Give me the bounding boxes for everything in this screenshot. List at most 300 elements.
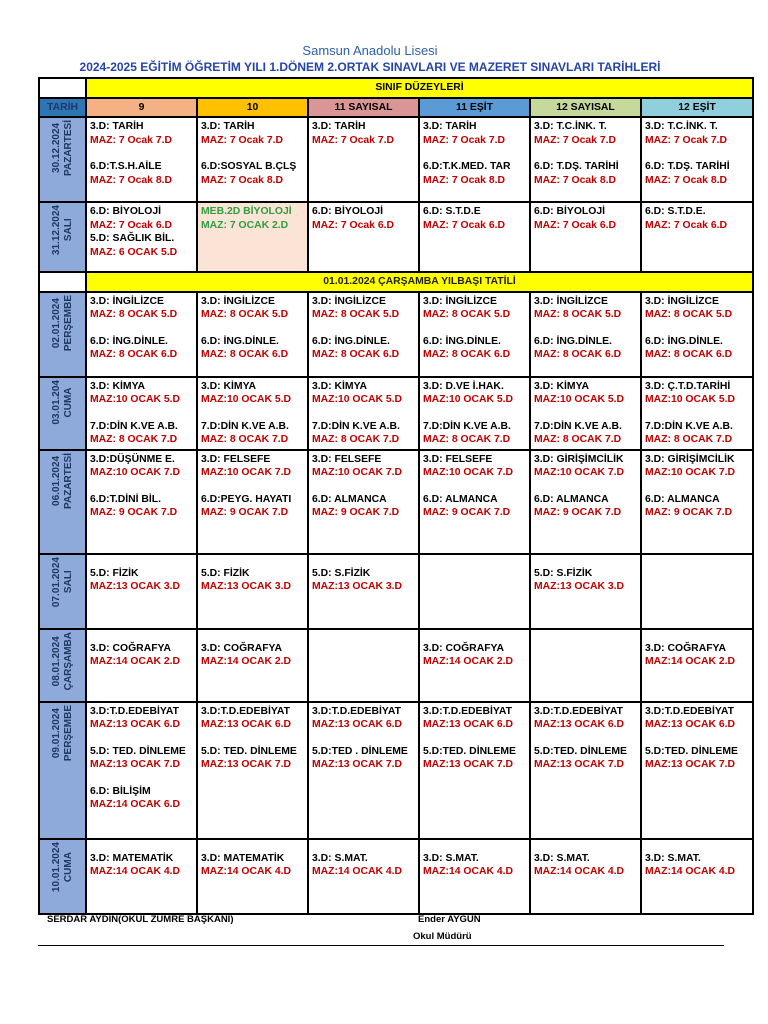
makeup-exam-text: MAZ: 7 Ocak 7.D (645, 134, 727, 146)
exam-subject-text: 3.D: FELSEFE (312, 453, 382, 465)
exam-subject-text: 3.D:T.D.EDEBİYAT (201, 705, 290, 717)
line-gap (534, 407, 637, 420)
exam-subject-text: 6.D: T.DŞ. TARİHİ (645, 161, 730, 172)
makeup-exam-text: MAZ:14 OCAK 4.D (534, 866, 625, 877)
day-text: CUMA (62, 851, 74, 882)
exam-subject-text: 3.D: TARİH (423, 121, 477, 132)
exam-day-row (39, 702, 753, 839)
exam-cell (419, 702, 530, 839)
exam-cell (308, 117, 419, 202)
exam-cell (86, 629, 197, 702)
line-gap (534, 322, 637, 335)
line-gap (201, 147, 304, 160)
exam-cell (641, 702, 753, 839)
date-text: 02.01.2024 (50, 297, 62, 348)
grade-header-5: 12 EŞİT (641, 98, 753, 118)
day-text: SALI (62, 570, 74, 593)
exam-day-row (39, 554, 753, 629)
line-gap (312, 732, 415, 745)
makeup-exam-text: MAZ: 7 Ocak 8.D (645, 174, 727, 186)
makeup-exam-text: MAZ: 7 Ocak 7.D (90, 134, 172, 146)
exam-subject-text: 3.D: T.C.İNK. T. (645, 121, 718, 132)
makeup-exam-text: MAZ: 8 OCAK 7.D (90, 434, 178, 445)
exam-cell (308, 377, 419, 450)
exam-cell (419, 839, 530, 914)
exam-subject-text: 3.D: S.MAT. (645, 852, 701, 864)
exam-subject-text: 3.D: İNGİLİZCE (201, 295, 275, 307)
exam-subject-text: 6.D: İNG.DİNLE. (201, 335, 279, 347)
makeup-exam-text: MAZ: 8 OCAK 6.D (423, 349, 511, 360)
exam-day-row (39, 202, 753, 272)
makeup-exam-text: MAZ:14 OCAK 2.D (201, 656, 292, 667)
exam-cell (86, 450, 197, 554)
exam-subject-text: 6.D: S.T.D.E. (645, 206, 706, 217)
makeup-exam-text: MAZ: 7 Ocak 8.D (201, 174, 283, 186)
exam-subject-text: 3.D:T.D.EDEBİYAT (312, 705, 401, 717)
makeup-exam-text: MAZ:10 OCAK 7.D (645, 467, 736, 478)
exam-subject-text: 3.D: S.MAT. (423, 852, 479, 864)
exam-cell (308, 450, 419, 554)
makeup-exam-text: MAZ:10 OCAK 5.D (312, 394, 403, 405)
exam-subject-text: 5.D: S.FİZİK (534, 567, 593, 579)
exam-subject-text: 6.D: BİLİŞİM (90, 785, 151, 797)
day-text: PAZARTESİ (62, 452, 74, 509)
exam-subject-text: 3.D: TARİH (90, 121, 144, 132)
makeup-exam-text: MAZ: 7 Ocak 7.D (312, 134, 394, 146)
day-text: CUMA (62, 386, 74, 417)
makeup-exam-text: MAZ: 7 Ocak 6.D (423, 219, 505, 231)
exam-cell (530, 554, 641, 629)
line-gap (645, 480, 749, 493)
exam-subject-text: 3.D: KİMYA (312, 380, 368, 392)
exam-subject-text: 7.D:DİN K.VE A.B. (645, 420, 733, 432)
exam-subject-text: 3.D: İNGİLİZCE (423, 295, 497, 307)
makeup-exam-text: MAZ: 7 Ocak 8.D (423, 174, 505, 186)
makeup-exam-text: MAZ: 8 OCAK 7.D (312, 434, 400, 445)
exam-subject-text: 3.D: T.C.İNK. T. (534, 121, 607, 132)
makeup-exam-text: MAZ: 7 Ocak 7.D (534, 134, 616, 146)
day-text: ÇARŞAMBA (62, 631, 74, 690)
makeup-exam-text: MAZ:10 OCAK 7.D (534, 467, 625, 478)
grade-header-2: 11 SAYISAL (308, 98, 419, 118)
exam-schedule-table (38, 77, 754, 915)
date-column-header: TARİH (39, 98, 86, 118)
exam-cell (197, 292, 308, 377)
exam-subject-text: 3.D: İNGİLİZCE (534, 295, 608, 307)
exam-subject-text: MAZ: 7 OCAK 2.D (201, 219, 289, 231)
exam-subject-text: 3.D: FELSEFE (201, 453, 271, 465)
date-cell (39, 292, 86, 377)
exam-subject-text: 3.D: D.VE İ.HAK. (423, 380, 504, 392)
line-gap (423, 480, 526, 493)
exam-cell (419, 292, 530, 377)
exam-cell (86, 377, 197, 450)
makeup-exam-text: MAZ: 7 Ocak 7.D (201, 134, 283, 146)
footer-principal-title: Okul Müdürü (413, 931, 472, 942)
exam-subject-text: 6.D: S.T.D.E (423, 206, 481, 217)
makeup-exam-text: MAZ:13 OCAK 7.D (90, 759, 181, 770)
exam-subject-text: 3.D: MATEMATİK (201, 852, 285, 864)
makeup-exam-text: MAZ: 8 OCAK 5.D (312, 309, 400, 320)
exam-cell (86, 292, 197, 377)
grade-header-row (39, 98, 753, 118)
makeup-exam-text: MAZ:13 OCAK 3.D (90, 581, 181, 592)
makeup-exam-text: MAZ:10 OCAK 5.D (201, 394, 292, 405)
footer-zumre-head: SERDAR AYDIN(OKUL ZÜMRE BAŞKANI) (47, 914, 234, 925)
level-header-row (39, 78, 753, 98)
exam-cell (308, 202, 419, 272)
makeup-exam-text: MAZ: 8 OCAK 6.D (201, 349, 289, 360)
line-gap (645, 147, 749, 160)
exam-cell (530, 839, 641, 914)
exam-subject-text: 5.D: TED. DİNLEME (201, 745, 297, 757)
exam-subject-text: 3.D: COĞRAFYA (645, 642, 727, 654)
exam-subject-text: 5.D: S.FİZİK (312, 567, 371, 579)
line-gap (645, 322, 749, 335)
exam-subject-text: 5.D:TED. DİNLEME (645, 745, 738, 757)
exam-subject-text: 6.D: BİYOLOJİ (90, 206, 162, 217)
makeup-exam-text: MAZ:13 OCAK 3.D (534, 581, 625, 592)
exam-day-row (39, 292, 753, 377)
makeup-exam-text: MAZ: 8 OCAK 6.D (312, 349, 400, 360)
date-cell (39, 629, 86, 702)
exam-cell (419, 377, 530, 450)
day-text: PERŞEMBE (62, 294, 74, 351)
date-cell (39, 377, 86, 450)
exam-subject-text: 3.D: S.MAT. (312, 852, 368, 864)
exam-cell (530, 377, 641, 450)
makeup-exam-text: MAZ:14 OCAK 4.D (201, 866, 292, 877)
makeup-exam-text: MAZ: 8 OCAK 5.D (90, 309, 178, 320)
makeup-exam-text: MAZ: 8 OCAK 6.D (90, 349, 178, 360)
date-cell (39, 839, 86, 914)
exam-cell (308, 839, 419, 914)
exam-cell (641, 117, 753, 202)
line-gap (90, 480, 193, 493)
makeup-exam-text: MAZ:13 OCAK 6.D (90, 719, 181, 730)
exam-subject-text: 6.D: ALMANCA (534, 493, 609, 505)
exam-subject-text: 6.D: ALMANCA (645, 493, 720, 505)
exam-cell (197, 839, 308, 914)
exam-cell (419, 629, 530, 702)
exam-subject-text: 6.D: İNG.DİNLE. (423, 335, 501, 347)
line-gap (201, 407, 304, 420)
date-cell (39, 117, 86, 202)
makeup-exam-text: MAZ: 7 Ocak 6.D (645, 219, 727, 231)
makeup-exam-text: MAZ:10 OCAK 5.D (534, 394, 625, 405)
line-gap (312, 480, 415, 493)
exam-subject-text: 7.D:DİN K.VE A.B. (201, 420, 289, 432)
makeup-exam-text: MAZ: 8 OCAK 5.D (645, 309, 733, 320)
makeup-exam-text: MAZ: 7 Ocak 6.D (534, 219, 616, 231)
exam-subject-text: 5.D:TED. DİNLEME (534, 745, 627, 757)
makeup-exam-text: MAZ:13 OCAK 6.D (201, 719, 292, 730)
makeup-exam-text: MAZ:14 OCAK 6.D (90, 799, 181, 810)
makeup-exam-text: MAZ: 8 OCAK 5.D (534, 309, 622, 320)
line-gap (90, 772, 193, 785)
makeup-exam-text: MAZ:10 OCAK 7.D (90, 467, 181, 478)
exam-cell (197, 377, 308, 450)
makeup-exam-text: MAZ: 7 Ocak 6.D (312, 219, 394, 231)
makeup-exam-text: MAZ:13 OCAK 7.D (645, 759, 736, 770)
exam-subject-text: 3.D: KİMYA (90, 380, 146, 392)
makeup-exam-text: MAZ: 7 Ocak 6.D (90, 219, 172, 231)
line-gap (201, 480, 304, 493)
line-gap (423, 147, 526, 160)
exam-cell (197, 629, 308, 702)
line-gap (534, 147, 637, 160)
makeup-exam-text: MAZ:14 OCAK 2.D (90, 656, 181, 667)
makeup-exam-text: MAZ:10 OCAK 5.D (90, 394, 181, 405)
exam-cell (419, 450, 530, 554)
makeup-exam-text: MAZ: 7 Ocak 8.D (90, 174, 172, 186)
exam-subject-text: 3.D: KİMYA (534, 380, 590, 392)
line-gap (312, 322, 415, 335)
date-cell (39, 702, 86, 839)
line-gap (534, 480, 637, 493)
exam-subject-text: MEB.2D BİYOLOJİ (201, 206, 292, 217)
document-title: 2024-2025 EĞİTİM ÖĞRETİM YILI 1.DÖNEM 2.ORTAK SINAVLARI VE MAZERET SINAVLARI TARİHLERİ (79, 60, 661, 74)
line-gap (90, 322, 193, 335)
makeup-exam-text: MAZ:10 OCAK 7.D (312, 467, 403, 478)
exam-subject-text: 6.D:T.K.MED. TAR (423, 161, 511, 172)
exam-subject-text: 7.D:DİN K.VE A.B. (312, 420, 400, 432)
makeup-exam-text: MAZ: 8 OCAK 7.D (645, 434, 733, 445)
exam-day-row (39, 629, 753, 702)
makeup-exam-text: MAZ:10 OCAK 5.D (645, 394, 736, 405)
line-gap (645, 732, 749, 745)
exam-subject-text: 3.D: TARİH (201, 121, 255, 132)
exam-cell (419, 554, 530, 629)
exam-subject-text: 5.D: SAĞLIK BİL. (90, 233, 175, 244)
makeup-exam-text: MAZ:14 OCAK 2.D (645, 656, 736, 667)
exam-cell (308, 702, 419, 839)
exam-cell (197, 450, 308, 554)
makeup-exam-text: MAZ: 8 OCAK 7.D (423, 434, 511, 445)
exam-subject-text: 5.D: TED. DİNLEME (90, 745, 186, 757)
exam-subject-text: 3.D: KİMYA (201, 380, 257, 392)
exam-subject-text: 6.D:T.DİNİ BİL. (90, 493, 162, 505)
makeup-exam-text: MAZ: 8 OCAK 6.D (645, 349, 733, 360)
exam-cell (530, 702, 641, 839)
exam-cell (530, 117, 641, 202)
exam-subject-text: 3.D: MATEMATİK (90, 852, 174, 864)
exam-subject-text: 3.D: İNGİLİZCE (312, 295, 386, 307)
makeup-exam-text: MAZ: 9 OCAK 7.D (534, 507, 622, 518)
makeup-exam-text: MAZ: 9 OCAK 7.D (645, 507, 733, 518)
makeup-exam-text: MAZ:13 OCAK 7.D (312, 759, 403, 770)
exam-subject-text: 5.D: FİZİK (201, 567, 250, 579)
exam-cell (197, 702, 308, 839)
exam-cell (86, 839, 197, 914)
exam-day-row (39, 450, 753, 554)
grade-header-4: 12 SAYISAL (530, 98, 641, 118)
exam-subject-text: 6.D: T.DŞ. TARİHİ (534, 161, 619, 172)
level-header: SINIF DÜZEYLERİ (86, 78, 753, 98)
footer-principal-name: Ender AYGÜN (418, 914, 481, 925)
makeup-exam-text: MAZ:10 OCAK 5.D (423, 394, 514, 405)
exam-subject-text: 7.D:DİN K.VE A.B. (534, 420, 622, 432)
makeup-exam-text: MAZ: 6 OCAK 5.D (90, 246, 178, 258)
exam-cell (308, 554, 419, 629)
exam-subject-text: 6.D:PEYG. HAYATI (201, 493, 292, 505)
date-text: 08.01.2024 (50, 635, 62, 686)
day-text: PAZARTESİ (62, 120, 74, 176)
exam-cell (530, 292, 641, 377)
line-gap (423, 732, 526, 745)
makeup-exam-text: MAZ: 7 Ocak 7.D (423, 134, 505, 146)
exam-subject-text: 3.D: Ç.T.D.TARİHİ (645, 380, 731, 392)
exam-day-row (39, 377, 753, 450)
exam-subject-text: 3.D: GİRİŞİMCİLİK (645, 453, 735, 465)
exam-subject-text: 6.D: İNG.DİNLE. (534, 335, 612, 347)
line-gap (645, 407, 749, 420)
holiday-banner: 01.01.2024 ÇARŞAMBA YILBAŞI TATİLİ (86, 272, 753, 292)
exam-day-row (39, 839, 753, 914)
exam-cell (641, 292, 753, 377)
makeup-exam-text: MAZ:14 OCAK 2.D (423, 656, 514, 667)
line-gap (423, 407, 526, 420)
holiday-blank-cell (39, 272, 86, 292)
makeup-exam-text: MAZ:14 OCAK 4.D (90, 866, 181, 877)
makeup-exam-text: MAZ:14 OCAK 4.D (423, 866, 514, 877)
exam-subject-text: 3.D: FELSEFE (423, 453, 493, 465)
exam-cell (641, 629, 753, 702)
date-text: 10.01.2024 (50, 841, 62, 892)
exam-subject-text: 3.D: COĞRAFYA (423, 642, 505, 654)
exam-cell (641, 554, 753, 629)
exam-cell (641, 839, 753, 914)
line-gap (201, 732, 304, 745)
exam-subject-text: 6.D: İNG.DİNLE. (312, 335, 390, 347)
exam-subject-text: 6.D:T.S.H.AİLE (90, 161, 162, 172)
exam-cell (86, 702, 197, 839)
exam-day-row (39, 117, 753, 202)
exam-subject-text: 7.D:DİN K.VE A.B. (90, 420, 178, 432)
line-gap (423, 322, 526, 335)
exam-subject-text: 3.D: COĞRAFYA (90, 642, 172, 654)
exam-cell (197, 202, 308, 272)
makeup-exam-text: MAZ: 9 OCAK 7.D (312, 507, 400, 518)
exam-cell (419, 117, 530, 202)
exam-subject-text: 3.D: İNGİLİZCE (90, 295, 164, 307)
makeup-exam-text: MAZ:13 OCAK 6.D (312, 719, 403, 730)
exam-subject-text: 6.D: BİYOLOJİ (312, 206, 384, 217)
line-gap (312, 407, 415, 420)
makeup-exam-text: MAZ: 8 OCAK 5.D (201, 309, 289, 320)
line-gap (90, 407, 193, 420)
makeup-exam-text: MAZ: 8 OCAK 6.D (534, 349, 622, 360)
makeup-exam-text: MAZ:13 OCAK 7.D (423, 759, 514, 770)
exam-cell (530, 629, 641, 702)
exam-cell (641, 450, 753, 554)
makeup-exam-text: MAZ:13 OCAK 6.D (645, 719, 736, 730)
exam-subject-text: 7.D:DİN K.VE A.B. (423, 420, 511, 432)
exam-subject-text: 6.D: ALMANCA (312, 493, 387, 505)
exam-subject-text: 5.D:TED . DİNLEME (312, 745, 408, 757)
exam-cell (197, 554, 308, 629)
date-text: 09.01.2024 (50, 707, 62, 758)
exam-cell (641, 377, 753, 450)
exam-cell (86, 554, 197, 629)
makeup-exam-text: MAZ:10 OCAK 7.D (201, 467, 292, 478)
exam-cell (197, 117, 308, 202)
exam-subject-text: 3.D: TARİH (312, 121, 366, 132)
makeup-exam-text: MAZ:14 OCAK 4.D (312, 866, 403, 877)
day-text: SALI (62, 218, 74, 242)
date-text: 07.01.2024 (50, 556, 62, 607)
makeup-exam-text: MAZ:14 OCAK 4.D (645, 866, 736, 877)
exam-subject-text: 6.D: ALMANCA (423, 493, 498, 505)
makeup-exam-text: MAZ: 8 OCAK 5.D (423, 309, 511, 320)
exam-subject-text: 5.D:TED. DİNLEME (423, 745, 516, 757)
exam-subject-text: 3.D:T.D.EDEBİYAT (645, 705, 734, 717)
corner-cell (39, 78, 86, 98)
makeup-exam-text: MAZ:13 OCAK 6.D (423, 719, 514, 730)
makeup-exam-text: MAZ:13 OCAK 6.D (534, 719, 625, 730)
makeup-exam-text: MAZ:10 OCAK 7.D (423, 467, 514, 478)
makeup-exam-text: MAZ:13 OCAK 3.D (201, 581, 292, 592)
makeup-exam-text: MAZ: 9 OCAK 7.D (423, 507, 511, 518)
makeup-exam-text: MAZ: 9 OCAK 7.D (90, 507, 178, 518)
date-cell (39, 450, 86, 554)
exam-cell (308, 292, 419, 377)
line-gap (90, 147, 193, 160)
exam-subject-text: 5.D: FİZİK (90, 567, 139, 579)
makeup-exam-text: MAZ: 9 OCAK 7.D (201, 507, 289, 518)
exam-subject-text: 3.D: S.MAT. (534, 852, 590, 864)
exam-subject-text: 3.D:T.D.EDEBİYAT (90, 705, 179, 717)
line-gap (201, 322, 304, 335)
makeup-exam-text: MAZ: 8 OCAK 7.D (201, 434, 289, 445)
grade-header-1: 10 (197, 98, 308, 118)
date-text: 06.01.2024 (50, 455, 62, 506)
exam-subject-text: 6.D: İNG.DİNLE. (645, 335, 723, 347)
grade-header-3: 11 EŞİT (419, 98, 530, 118)
footer-divider (38, 945, 724, 946)
date-text: 31.12.2024 (50, 205, 62, 256)
date-text: 03.01.204 (50, 379, 62, 424)
exam-cell (641, 202, 753, 272)
exam-subject-text: 3.D: COĞRAFYA (201, 642, 283, 654)
grade-header-0: 9 (86, 98, 197, 118)
exam-subject-text: 6.D:SOSYAL B.ÇLŞ (201, 161, 297, 172)
exam-subject-text: 3.D:T.D.EDEBİYAT (534, 705, 623, 717)
makeup-exam-text: MAZ:13 OCAK 7.D (201, 759, 292, 770)
exam-cell (86, 202, 197, 272)
exam-cell (419, 202, 530, 272)
line-gap (90, 732, 193, 745)
makeup-exam-text: MAZ: 8 OCAK 7.D (534, 434, 622, 445)
exam-subject-text: 3.D: GİRİŞİMCİLİK (534, 453, 624, 465)
makeup-exam-text: MAZ:13 OCAK 3.D (312, 581, 403, 592)
makeup-exam-text: MAZ: 7 Ocak 8.D (534, 174, 616, 186)
line-gap (534, 732, 637, 745)
exam-subject-text: 3.D:DÜŞÜNME E. (90, 453, 175, 465)
date-text: 30.12.2024 (50, 122, 62, 173)
exam-cell (530, 202, 641, 272)
exam-subject-text: 3.D:T.D.EDEBİYAT (423, 705, 512, 717)
exam-cell (308, 629, 419, 702)
day-text: PERŞEMBE (62, 704, 74, 761)
date-cell (39, 202, 86, 272)
school-name: Samsun Anadolu Lisesi (302, 43, 438, 58)
makeup-exam-text: MAZ:13 OCAK 7.D (534, 759, 625, 770)
exam-cell (530, 450, 641, 554)
exam-subject-text: 6.D: İNG.DİNLE. (90, 335, 168, 347)
date-cell (39, 554, 86, 629)
exam-subject-text: 6.D: BİYOLOJİ (534, 206, 606, 217)
